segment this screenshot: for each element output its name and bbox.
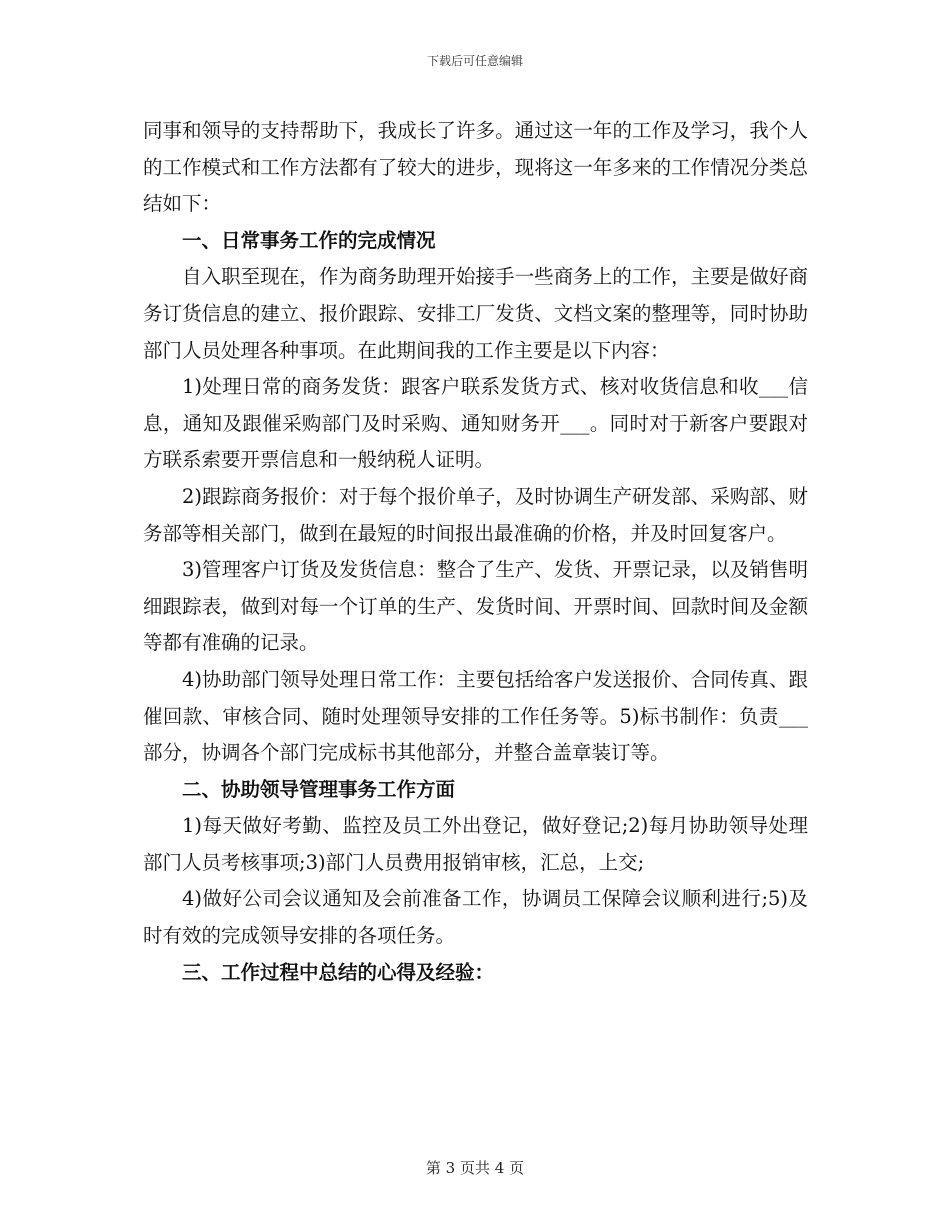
body-paragraph: 自入职至现在，作为商务助理开始接手一些商务上的工作，主要是做好商务订货信息的建立、报价跟踪、安排工厂发货、文档文案的整理等，同时协助部门人员处理各种事项。在此期间我的工作主要是以下内容：: [143, 265, 808, 362]
body-paragraph: 1)每天做好考勤、监控及员工外出登记，做好登记;2)每月协助领导处理部门人员考核事项;3)部门人员费用报销审核，汇总，上交;: [143, 814, 808, 874]
section-heading: 三、工作过程中总结的心得及经验：: [182, 960, 495, 984]
body-paragraph: 1)处理日常的商务发货：跟客户联系发货方式、核对收货信息和收___信息，通知及跟催采购部门及时采购、通知财务开___。同时对于新客户要跟对方联系索要开票信息和一般纳税人证明。: [143, 375, 808, 472]
document-body: [143, 113, 808, 991]
section-heading: 二、协助领导管理事务工作方面: [182, 777, 456, 801]
body-paragraph: 4)做好公司会议通知及会前准备工作，协调员工保障会议顺利进行;5)及时有效的完成领导安排的各项任务。: [143, 887, 808, 948]
body-paragraph: 4)协助部门领导处理日常工作：主要包括给客户发送报价、合同传真、跟催回款、审核合同、随时处理领导安排的工作任务等。5)标书制作：负责___部分，协调各个部门完成标书其他部分，并整合盖章装订等。: [143, 667, 808, 765]
page-header: 下载后可任意编辑: [426, 54, 523, 68]
body-paragraph: 同事和领导的支持帮助下，我成长了许多。通过这一年的工作及学习，我个人的工作模式和工作方法都有了较大的进步，现将这一年多来的工作情况分类总结如下：: [143, 119, 808, 216]
section-heading: 一、日常事务工作的完成情况: [182, 228, 436, 252]
page-footer: 第 3 页共 4 页: [425, 1159, 525, 1177]
body-paragraph: 2)跟踪商务报价：对于每个报价单子，及时协调生产研发部、采购部、财务部等相关部门，做到在最短的时间报出最准确的价格，并及时回复客户。: [143, 484, 808, 545]
body-paragraph: 3)管理客户订货及发货信息：整合了生产、发货、开票记录，以及销售明细跟踪表，做到对每一个订单的生产、发货时间、开票时间、回款时间及金额等都有准确的记录。: [143, 558, 808, 655]
